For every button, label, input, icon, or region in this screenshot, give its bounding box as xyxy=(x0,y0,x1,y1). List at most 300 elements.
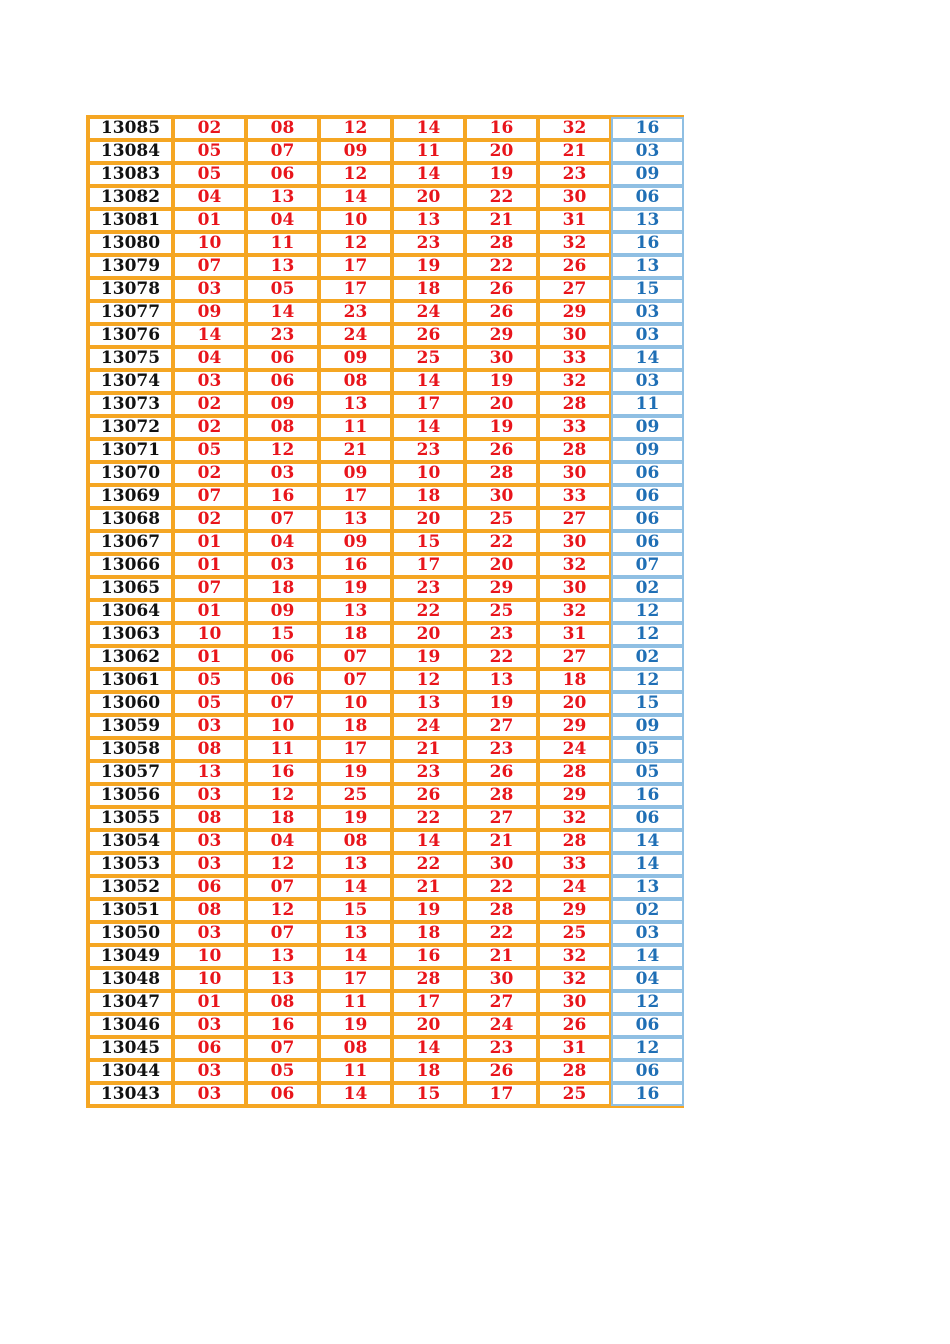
red-ball-cell: 17 xyxy=(319,278,392,301)
issue-number-cell: 13052 xyxy=(88,876,173,899)
red-ball-cell: 05 xyxy=(246,278,319,301)
issue-number-cell: 13047 xyxy=(88,991,173,1014)
red-ball-cell: 23 xyxy=(392,577,465,600)
draw-row xyxy=(88,393,684,416)
red-ball-cell: 11 xyxy=(319,416,392,439)
red-ball-cell: 14 xyxy=(319,876,392,899)
red-ball-cell: 23 xyxy=(392,761,465,784)
blue-ball-cell: 09 xyxy=(611,715,684,738)
red-ball-cell: 26 xyxy=(392,324,465,347)
red-ball-cell: 13 xyxy=(319,508,392,531)
issue-number-cell: 13051 xyxy=(88,899,173,922)
red-ball-cell: 01 xyxy=(173,646,246,669)
red-ball-cell: 30 xyxy=(538,324,611,347)
red-ball-cell: 24 xyxy=(538,876,611,899)
red-ball-cell: 21 xyxy=(319,439,392,462)
red-ball-cell: 19 xyxy=(392,899,465,922)
red-ball-cell: 20 xyxy=(465,140,538,163)
red-ball-cell: 28 xyxy=(392,968,465,991)
red-ball-cell: 26 xyxy=(465,439,538,462)
draw-row xyxy=(88,462,684,485)
red-ball-cell: 19 xyxy=(465,370,538,393)
red-ball-cell: 22 xyxy=(392,853,465,876)
red-ball-cell: 07 xyxy=(246,1037,319,1060)
issue-number-cell: 13068 xyxy=(88,508,173,531)
red-ball-cell: 28 xyxy=(538,439,611,462)
red-ball-cell: 07 xyxy=(173,255,246,278)
draw-row xyxy=(88,692,684,715)
red-ball-cell: 13 xyxy=(392,209,465,232)
red-ball-cell: 14 xyxy=(392,1037,465,1060)
red-ball-cell: 25 xyxy=(465,600,538,623)
red-ball-cell: 13 xyxy=(246,186,319,209)
issue-number-cell: 13062 xyxy=(88,646,173,669)
issue-number-cell: 13063 xyxy=(88,623,173,646)
issue-number-cell: 13079 xyxy=(88,255,173,278)
red-ball-cell: 27 xyxy=(538,508,611,531)
blue-ball-cell: 14 xyxy=(611,945,684,968)
blue-ball-cell: 03 xyxy=(611,324,684,347)
red-ball-cell: 07 xyxy=(246,876,319,899)
red-ball-cell: 07 xyxy=(246,692,319,715)
red-ball-cell: 13 xyxy=(465,669,538,692)
issue-number-cell: 13069 xyxy=(88,485,173,508)
red-ball-cell: 12 xyxy=(319,232,392,255)
blue-ball-cell: 06 xyxy=(611,508,684,531)
draw-results-table xyxy=(86,115,684,1108)
draw-row xyxy=(88,600,684,623)
red-ball-cell: 06 xyxy=(246,370,319,393)
red-ball-cell: 32 xyxy=(538,232,611,255)
red-ball-cell: 26 xyxy=(465,301,538,324)
red-ball-cell: 33 xyxy=(538,416,611,439)
red-ball-cell: 06 xyxy=(173,876,246,899)
red-ball-cell: 23 xyxy=(392,232,465,255)
red-ball-cell: 22 xyxy=(465,186,538,209)
red-ball-cell: 02 xyxy=(173,508,246,531)
red-ball-cell: 32 xyxy=(538,370,611,393)
red-ball-cell: 14 xyxy=(392,117,465,140)
red-ball-cell: 18 xyxy=(392,922,465,945)
red-ball-cell: 19 xyxy=(319,1014,392,1037)
blue-ball-cell: 12 xyxy=(611,623,684,646)
red-ball-cell: 13 xyxy=(246,945,319,968)
red-ball-cell: 27 xyxy=(465,715,538,738)
blue-ball-cell: 11 xyxy=(611,393,684,416)
blue-ball-cell: 16 xyxy=(611,784,684,807)
red-ball-cell: 28 xyxy=(465,462,538,485)
red-ball-cell: 08 xyxy=(173,738,246,761)
red-ball-cell: 23 xyxy=(246,324,319,347)
red-ball-cell: 15 xyxy=(319,899,392,922)
red-ball-cell: 13 xyxy=(319,922,392,945)
red-ball-cell: 31 xyxy=(538,209,611,232)
red-ball-cell: 18 xyxy=(392,278,465,301)
blue-ball-cell: 12 xyxy=(611,669,684,692)
red-ball-cell: 10 xyxy=(173,945,246,968)
red-ball-cell: 24 xyxy=(319,324,392,347)
red-ball-cell: 25 xyxy=(319,784,392,807)
red-ball-cell: 17 xyxy=(392,393,465,416)
red-ball-cell: 13 xyxy=(319,600,392,623)
red-ball-cell: 03 xyxy=(173,1083,246,1106)
issue-number-cell: 13055 xyxy=(88,807,173,830)
red-ball-cell: 13 xyxy=(246,255,319,278)
red-ball-cell: 03 xyxy=(173,715,246,738)
red-ball-cell: 19 xyxy=(319,577,392,600)
red-ball-cell: 08 xyxy=(319,370,392,393)
red-ball-cell: 20 xyxy=(392,186,465,209)
red-ball-cell: 13 xyxy=(319,393,392,416)
red-ball-cell: 14 xyxy=(319,1083,392,1106)
red-ball-cell: 07 xyxy=(246,140,319,163)
issue-number-cell: 13060 xyxy=(88,692,173,715)
issue-number-cell: 13061 xyxy=(88,669,173,692)
red-ball-cell: 22 xyxy=(465,876,538,899)
red-ball-cell: 21 xyxy=(392,738,465,761)
red-ball-cell: 12 xyxy=(246,439,319,462)
issue-number-cell: 13078 xyxy=(88,278,173,301)
red-ball-cell: 28 xyxy=(538,393,611,416)
red-ball-cell: 10 xyxy=(173,232,246,255)
red-ball-cell: 11 xyxy=(246,232,319,255)
red-ball-cell: 18 xyxy=(319,715,392,738)
blue-ball-cell: 05 xyxy=(611,738,684,761)
red-ball-cell: 18 xyxy=(319,623,392,646)
red-ball-cell: 30 xyxy=(465,853,538,876)
red-ball-cell: 25 xyxy=(538,1083,611,1106)
red-ball-cell: 08 xyxy=(173,807,246,830)
red-ball-cell: 01 xyxy=(173,600,246,623)
red-ball-cell: 02 xyxy=(173,117,246,140)
blue-ball-cell: 13 xyxy=(611,209,684,232)
red-ball-cell: 13 xyxy=(173,761,246,784)
red-ball-cell: 09 xyxy=(246,600,319,623)
red-ball-cell: 29 xyxy=(538,301,611,324)
red-ball-cell: 30 xyxy=(538,186,611,209)
red-ball-cell: 03 xyxy=(173,1060,246,1083)
draw-row xyxy=(88,807,684,830)
red-ball-cell: 04 xyxy=(173,186,246,209)
red-ball-cell: 02 xyxy=(173,393,246,416)
draw-row xyxy=(88,1083,684,1106)
red-ball-cell: 16 xyxy=(246,761,319,784)
draw-row xyxy=(88,991,684,1014)
issue-number-cell: 13067 xyxy=(88,531,173,554)
red-ball-cell: 10 xyxy=(319,692,392,715)
red-ball-cell: 31 xyxy=(538,623,611,646)
red-ball-cell: 01 xyxy=(173,991,246,1014)
draw-row xyxy=(88,922,684,945)
red-ball-cell: 12 xyxy=(246,853,319,876)
red-ball-cell: 03 xyxy=(246,462,319,485)
red-ball-cell: 03 xyxy=(173,1014,246,1037)
red-ball-cell: 20 xyxy=(465,554,538,577)
draw-row xyxy=(88,1060,684,1083)
red-ball-cell: 28 xyxy=(538,761,611,784)
red-ball-cell: 22 xyxy=(392,807,465,830)
red-ball-cell: 30 xyxy=(538,531,611,554)
red-ball-cell: 19 xyxy=(465,163,538,186)
red-ball-cell: 32 xyxy=(538,807,611,830)
draw-row xyxy=(88,301,684,324)
draw-row xyxy=(88,876,684,899)
red-ball-cell: 15 xyxy=(392,531,465,554)
blue-ball-cell: 12 xyxy=(611,600,684,623)
issue-number-cell: 13076 xyxy=(88,324,173,347)
blue-ball-cell: 02 xyxy=(611,899,684,922)
red-ball-cell: 22 xyxy=(465,531,538,554)
red-ball-cell: 19 xyxy=(319,761,392,784)
red-ball-cell: 07 xyxy=(246,508,319,531)
blue-ball-cell: 06 xyxy=(611,186,684,209)
red-ball-cell: 22 xyxy=(392,600,465,623)
red-ball-cell: 23 xyxy=(319,301,392,324)
blue-ball-cell: 06 xyxy=(611,462,684,485)
red-ball-cell: 32 xyxy=(538,945,611,968)
red-ball-cell: 12 xyxy=(392,669,465,692)
issue-number-cell: 13070 xyxy=(88,462,173,485)
issue-number-cell: 13072 xyxy=(88,416,173,439)
draw-row xyxy=(88,1014,684,1037)
draw-row xyxy=(88,370,684,393)
issue-number-cell: 13045 xyxy=(88,1037,173,1060)
red-ball-cell: 23 xyxy=(538,163,611,186)
red-ball-cell: 16 xyxy=(392,945,465,968)
red-ball-cell: 21 xyxy=(392,876,465,899)
issue-number-cell: 13059 xyxy=(88,715,173,738)
red-ball-cell: 13 xyxy=(319,853,392,876)
red-ball-cell: 26 xyxy=(538,1014,611,1037)
red-ball-cell: 17 xyxy=(319,738,392,761)
red-ball-cell: 22 xyxy=(465,255,538,278)
issue-number-cell: 13058 xyxy=(88,738,173,761)
red-ball-cell: 30 xyxy=(538,991,611,1014)
draw-row xyxy=(88,761,684,784)
issue-number-cell: 13071 xyxy=(88,439,173,462)
red-ball-cell: 12 xyxy=(319,163,392,186)
draw-row xyxy=(88,830,684,853)
red-ball-cell: 01 xyxy=(173,554,246,577)
red-ball-cell: 33 xyxy=(538,347,611,370)
draw-row xyxy=(88,347,684,370)
red-ball-cell: 27 xyxy=(538,278,611,301)
issue-number-cell: 13049 xyxy=(88,945,173,968)
draw-row xyxy=(88,784,684,807)
red-ball-cell: 17 xyxy=(465,1083,538,1106)
issue-number-cell: 13074 xyxy=(88,370,173,393)
red-ball-cell: 31 xyxy=(538,1037,611,1060)
blue-ball-cell: 06 xyxy=(611,1014,684,1037)
red-ball-cell: 16 xyxy=(246,1014,319,1037)
blue-ball-cell: 14 xyxy=(611,830,684,853)
red-ball-cell: 32 xyxy=(538,600,611,623)
red-ball-cell: 21 xyxy=(465,945,538,968)
blue-ball-cell: 12 xyxy=(611,1037,684,1060)
red-ball-cell: 13 xyxy=(392,692,465,715)
draw-row xyxy=(88,140,684,163)
red-ball-cell: 11 xyxy=(319,991,392,1014)
red-ball-cell: 12 xyxy=(319,117,392,140)
blue-ball-cell: 02 xyxy=(611,646,684,669)
issue-number-cell: 13081 xyxy=(88,209,173,232)
draw-row xyxy=(88,646,684,669)
issue-number-cell: 13065 xyxy=(88,577,173,600)
red-ball-cell: 17 xyxy=(319,485,392,508)
blue-ball-cell: 05 xyxy=(611,761,684,784)
blue-ball-cell: 15 xyxy=(611,278,684,301)
red-ball-cell: 24 xyxy=(538,738,611,761)
red-ball-cell: 27 xyxy=(538,646,611,669)
red-ball-cell: 25 xyxy=(465,508,538,531)
red-ball-cell: 18 xyxy=(538,669,611,692)
red-ball-cell: 27 xyxy=(465,807,538,830)
red-ball-cell: 08 xyxy=(319,830,392,853)
red-ball-cell: 03 xyxy=(173,370,246,393)
red-ball-cell: 11 xyxy=(246,738,319,761)
red-ball-cell: 15 xyxy=(392,1083,465,1106)
red-ball-cell: 33 xyxy=(538,853,611,876)
red-ball-cell: 14 xyxy=(173,324,246,347)
draw-row xyxy=(88,163,684,186)
red-ball-cell: 05 xyxy=(173,163,246,186)
red-ball-cell: 04 xyxy=(246,531,319,554)
draw-row xyxy=(88,853,684,876)
red-ball-cell: 23 xyxy=(465,1037,538,1060)
red-ball-cell: 04 xyxy=(173,347,246,370)
red-ball-cell: 08 xyxy=(173,899,246,922)
issue-number-cell: 13064 xyxy=(88,600,173,623)
red-ball-cell: 04 xyxy=(246,830,319,853)
red-ball-cell: 26 xyxy=(465,278,538,301)
issue-number-cell: 13057 xyxy=(88,761,173,784)
red-ball-cell: 05 xyxy=(246,1060,319,1083)
issue-number-cell: 13084 xyxy=(88,140,173,163)
red-ball-cell: 05 xyxy=(173,140,246,163)
red-ball-cell: 05 xyxy=(173,439,246,462)
red-ball-cell: 03 xyxy=(173,853,246,876)
red-ball-cell: 32 xyxy=(538,968,611,991)
red-ball-cell: 16 xyxy=(246,485,319,508)
issue-number-cell: 13075 xyxy=(88,347,173,370)
red-ball-cell: 29 xyxy=(465,577,538,600)
blue-ball-cell: 16 xyxy=(611,117,684,140)
draw-row xyxy=(88,508,684,531)
red-ball-cell: 26 xyxy=(465,1060,538,1083)
red-ball-cell: 18 xyxy=(246,577,319,600)
blue-ball-cell: 12 xyxy=(611,991,684,1014)
blue-ball-cell: 03 xyxy=(611,140,684,163)
issue-number-cell: 13048 xyxy=(88,968,173,991)
issue-number-cell: 13050 xyxy=(88,922,173,945)
red-ball-cell: 25 xyxy=(538,922,611,945)
red-ball-cell: 09 xyxy=(319,462,392,485)
red-ball-cell: 11 xyxy=(319,1060,392,1083)
red-ball-cell: 21 xyxy=(465,209,538,232)
red-ball-cell: 18 xyxy=(392,1060,465,1083)
red-ball-cell: 32 xyxy=(538,554,611,577)
blue-ball-cell: 09 xyxy=(611,163,684,186)
red-ball-cell: 14 xyxy=(392,163,465,186)
issue-number-cell: 13085 xyxy=(88,117,173,140)
draw-row xyxy=(88,416,684,439)
red-ball-cell: 08 xyxy=(246,991,319,1014)
draw-row xyxy=(88,324,684,347)
red-ball-cell: 28 xyxy=(465,899,538,922)
red-ball-cell: 20 xyxy=(392,1014,465,1037)
red-ball-cell: 24 xyxy=(392,301,465,324)
blue-ball-cell: 04 xyxy=(611,968,684,991)
red-ball-cell: 10 xyxy=(173,968,246,991)
blue-ball-cell: 15 xyxy=(611,692,684,715)
red-ball-cell: 02 xyxy=(173,416,246,439)
draw-row xyxy=(88,117,684,140)
red-ball-cell: 20 xyxy=(392,623,465,646)
red-ball-cell: 20 xyxy=(538,692,611,715)
red-ball-cell: 07 xyxy=(173,577,246,600)
blue-ball-cell: 06 xyxy=(611,531,684,554)
draw-row xyxy=(88,669,684,692)
red-ball-cell: 22 xyxy=(465,922,538,945)
red-ball-cell: 14 xyxy=(319,945,392,968)
red-ball-cell: 10 xyxy=(392,462,465,485)
red-ball-cell: 13 xyxy=(246,968,319,991)
red-ball-cell: 10 xyxy=(173,623,246,646)
blue-ball-cell: 03 xyxy=(611,370,684,393)
red-ball-cell: 03 xyxy=(173,784,246,807)
red-ball-cell: 14 xyxy=(392,416,465,439)
draw-row xyxy=(88,968,684,991)
red-ball-cell: 17 xyxy=(392,554,465,577)
red-ball-cell: 17 xyxy=(319,255,392,278)
red-ball-cell: 20 xyxy=(392,508,465,531)
red-ball-cell: 09 xyxy=(319,531,392,554)
issue-number-cell: 13066 xyxy=(88,554,173,577)
draw-row xyxy=(88,577,684,600)
red-ball-cell: 30 xyxy=(465,347,538,370)
red-ball-cell: 19 xyxy=(392,255,465,278)
red-ball-cell: 12 xyxy=(246,899,319,922)
blue-ball-cell: 02 xyxy=(611,577,684,600)
red-ball-cell: 08 xyxy=(319,1037,392,1060)
red-ball-cell: 29 xyxy=(538,784,611,807)
red-ball-cell: 29 xyxy=(538,715,611,738)
red-ball-cell: 30 xyxy=(538,577,611,600)
issue-number-cell: 13043 xyxy=(88,1083,173,1106)
blue-ball-cell: 07 xyxy=(611,554,684,577)
red-ball-cell: 10 xyxy=(319,209,392,232)
red-ball-cell: 12 xyxy=(246,784,319,807)
issue-number-cell: 13053 xyxy=(88,853,173,876)
red-ball-cell: 01 xyxy=(173,209,246,232)
red-ball-cell: 07 xyxy=(319,646,392,669)
draw-row xyxy=(88,738,684,761)
red-ball-cell: 26 xyxy=(538,255,611,278)
red-ball-cell: 19 xyxy=(392,646,465,669)
red-ball-cell: 19 xyxy=(319,807,392,830)
red-ball-cell: 09 xyxy=(319,140,392,163)
red-ball-cell: 06 xyxy=(246,646,319,669)
draw-results-body xyxy=(88,117,684,1106)
blue-ball-cell: 09 xyxy=(611,439,684,462)
draw-row xyxy=(88,1037,684,1060)
red-ball-cell: 20 xyxy=(465,393,538,416)
issue-number-cell: 13044 xyxy=(88,1060,173,1083)
red-ball-cell: 03 xyxy=(246,554,319,577)
draw-row xyxy=(88,209,684,232)
red-ball-cell: 06 xyxy=(246,669,319,692)
red-ball-cell: 24 xyxy=(465,1014,538,1037)
